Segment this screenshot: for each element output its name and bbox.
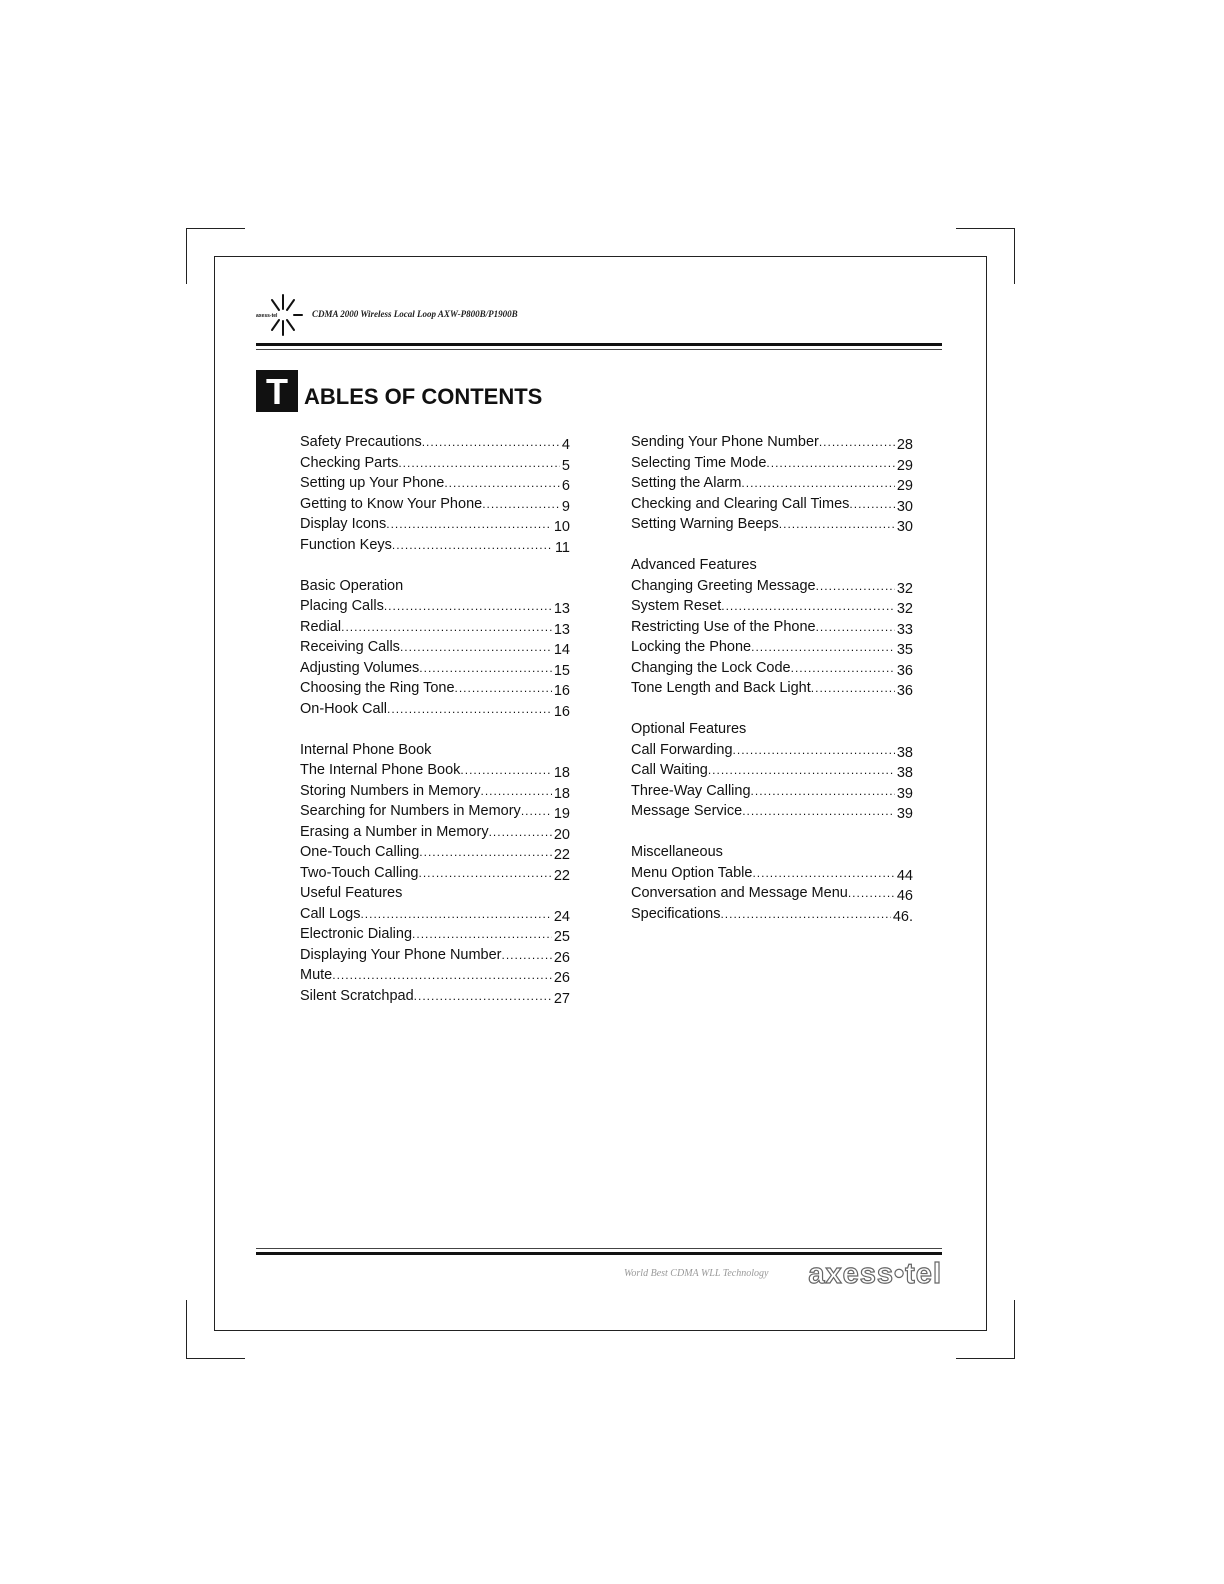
toc-gap <box>631 535 913 556</box>
toc-leader-dots <box>766 453 894 474</box>
sunburst-logo-icon <box>256 290 306 340</box>
toc-entry[interactable] <box>631 637 913 658</box>
title-rest: ABLES OF CONTENTS <box>304 384 543 409</box>
footer-rule-thin <box>256 1248 942 1249</box>
toc-entry-page: 22 <box>553 867 570 884</box>
toc-entry-page: 10 <box>553 519 570 535</box>
toc-entry-title: Locking the Phone <box>631 639 752 655</box>
toc-entry-title: Specifications <box>631 905 721 922</box>
toc-entry-title: Conversation and Message Menu <box>631 885 848 901</box>
toc-leader-dots <box>332 965 552 986</box>
toc-leader-dots <box>387 699 552 720</box>
toc-entry-page: 14 <box>553 642 570 658</box>
toc-entry-page: 13 <box>553 601 570 617</box>
toc-entry[interactable] <box>300 432 570 453</box>
toc-leader-dots <box>386 514 552 535</box>
toc-entry[interactable] <box>631 514 913 535</box>
toc-entry-title: Redial <box>300 618 342 635</box>
toc-entry-title: Menu Option Table <box>631 864 753 881</box>
toc-entry-page: 35 <box>896 642 913 658</box>
toc-entry-page: 26 <box>553 970 570 986</box>
toc-entry[interactable] <box>631 801 913 822</box>
toc-entry-title: On-Hook Call <box>300 700 388 717</box>
toc-entry-title: Display Icons <box>300 516 387 532</box>
toc-entry[interactable] <box>300 494 570 515</box>
toc-entry-title: Receiving Calls <box>300 639 400 655</box>
header-title: CDMA 2000 Wireless Local Loop AXW-P800B/P1900B <box>312 309 518 319</box>
toc-entry-page: 26 <box>553 949 570 966</box>
toc-leader-dots <box>400 637 552 658</box>
toc-entry-title: Sending Your Phone Number <box>631 434 819 450</box>
toc-entry-page: 33 <box>896 621 913 638</box>
toc-entry-title: Erasing a Number in Memory <box>300 823 489 840</box>
toc-entry-title: Two-Touch Calling <box>300 864 419 881</box>
toc-leader-dots <box>455 678 552 699</box>
toc-entry[interactable] <box>631 760 913 781</box>
toc-entry-page: 32 <box>896 601 913 617</box>
toc-entry-title: Changing the Lock Code <box>631 659 791 676</box>
toc-leader-dots <box>816 617 895 638</box>
toc-entry-title: Adjusting Volumes <box>300 659 420 676</box>
toc-entry[interactable] <box>300 822 570 843</box>
toc-entry-title: Selecting Time Mode <box>631 454 767 471</box>
toc-entry-page: 29 <box>896 478 913 494</box>
toc-leader-dots <box>502 945 552 966</box>
toc-entry[interactable] <box>631 596 913 617</box>
toc-entry-page: 25 <box>553 929 570 945</box>
toc-leader-dots <box>419 658 552 679</box>
toc-entry-title: Call Logs <box>300 905 361 922</box>
toc-entry-page: 18 <box>553 765 570 781</box>
toc-leader-dots <box>720 904 890 925</box>
toc-entry-page: 30 <box>896 519 913 535</box>
toc-entry[interactable] <box>300 699 570 720</box>
toc-section-heading: Useful Features <box>300 885 403 901</box>
toc-entry-title: Searching for Numbers in Memory <box>300 803 521 819</box>
toc-leader-dots <box>849 494 894 515</box>
toc-leader-dots <box>779 514 895 535</box>
toc-entry[interactable] <box>300 617 570 638</box>
toc-entry-title: Setting the Alarm <box>631 475 742 491</box>
toc-entry[interactable] <box>300 760 570 781</box>
toc-entry[interactable] <box>300 842 570 863</box>
toc-entry-page: 46. <box>892 908 913 925</box>
toc-entry[interactable] <box>631 576 913 597</box>
toc-entry[interactable] <box>631 904 913 925</box>
toc-entry-page: 27 <box>553 990 570 1007</box>
toc-entry[interactable] <box>300 986 570 1007</box>
toc-entry-title: Call Waiting <box>631 762 708 778</box>
toc-entry[interactable] <box>300 904 570 925</box>
toc-entry-title: Choosing the Ring Tone <box>300 680 455 696</box>
toc-entry[interactable] <box>631 473 913 494</box>
toc-leader-dots <box>460 760 551 781</box>
toc-leader-dots <box>742 801 895 822</box>
toc-entry-page: 18 <box>553 785 570 802</box>
toc-entry-page: 39 <box>896 806 913 822</box>
toc-entry[interactable] <box>300 473 570 494</box>
toc-leader-dots <box>422 432 560 453</box>
toc-entry[interactable] <box>631 617 913 638</box>
toc-entry-page: 6 <box>561 478 570 494</box>
toc-entry-page: 20 <box>553 826 570 843</box>
toc-entry-page: 36 <box>896 683 913 699</box>
toc-gap <box>300 555 570 576</box>
toc-entry-page: 13 <box>553 621 570 638</box>
toc-section-heading: Miscellaneous <box>631 844 723 860</box>
toc-entry-title: System Reset <box>631 598 722 614</box>
toc-entry-title: The Internal Phone Book <box>300 762 461 778</box>
logo-text: axess-tel <box>256 313 278 319</box>
toc-gap <box>631 699 913 720</box>
toc-section-heading: Advanced Features <box>631 557 757 573</box>
toc-entry-page: 11 <box>554 539 570 556</box>
toc-entry-title: Checking Parts <box>300 454 399 471</box>
toc-leader-dots <box>521 801 552 822</box>
toc-leader-dots <box>848 883 895 904</box>
toc-entry-title: Placing Calls <box>300 598 384 614</box>
toc-section-heading: Internal Phone Book <box>300 741 432 758</box>
toc-entry[interactable] <box>300 781 570 802</box>
toc-gap <box>631 822 913 843</box>
toc-leader-dots <box>751 637 895 658</box>
toc-entry[interactable] <box>300 863 570 884</box>
toc-entry[interactable] <box>300 596 570 617</box>
header-rule <box>256 343 942 346</box>
toc-leader-dots <box>419 842 552 863</box>
toc-entry-page: 5 <box>561 457 570 474</box>
toc-entry-page: 24 <box>553 908 570 925</box>
toc-leader-dots <box>360 904 551 925</box>
toc-entry-title: Getting to Know Your Phone <box>300 495 483 512</box>
toc-leader-dots <box>733 740 895 761</box>
toc-entry[interactable] <box>300 945 570 966</box>
toc-entry[interactable] <box>300 924 570 945</box>
toc-leader-dots <box>392 535 553 556</box>
toc-entry-title: Function Keys <box>300 536 392 553</box>
toc-entry-title: Silent Scratchpad <box>300 987 414 1004</box>
toc-entry-page: 29 <box>896 457 913 474</box>
footer-tagline: World Best CDMA WLL Technology <box>624 1268 769 1279</box>
footer-rule <box>256 1252 942 1255</box>
toc-entry-title: Checking and Clearing Call Times <box>631 495 850 512</box>
toc-section-heading: Optional Features <box>631 721 747 737</box>
toc-entry[interactable] <box>300 637 570 658</box>
toc-entry[interactable] <box>631 740 913 761</box>
toc-entry[interactable] <box>631 494 913 515</box>
toc-entry[interactable] <box>300 453 570 474</box>
toc-right-column <box>631 432 913 924</box>
toc-entry[interactable] <box>631 781 913 802</box>
toc-entry-page: 36 <box>896 662 913 679</box>
toc-entry-title: One-Touch Calling <box>300 844 420 860</box>
toc-entry[interactable] <box>300 965 570 986</box>
toc-leader-dots <box>811 678 895 699</box>
toc-entry-title: Three-Way Calling <box>631 782 751 799</box>
toc-entry-title: Electronic Dialing <box>300 926 413 942</box>
toc-leader-dots <box>489 822 552 843</box>
toc-entry-title: Message Service <box>631 803 743 819</box>
toc-entry-page: 15 <box>553 662 570 679</box>
footer-logo: axess•tel <box>808 1258 942 1290</box>
toc-entry-page: 39 <box>896 785 913 802</box>
toc-leader-dots <box>341 617 552 638</box>
toc-entry-page: 46 <box>896 888 913 904</box>
toc-entry-page: 9 <box>561 498 570 515</box>
toc-entry-title: Safety Precautions <box>300 434 422 450</box>
toc-leader-dots <box>741 473 894 494</box>
toc-entry-page: 28 <box>896 437 913 453</box>
toc-leader-dots <box>398 453 560 474</box>
toc-entry-page: 16 <box>553 703 570 720</box>
toc-leader-dots <box>482 494 560 515</box>
toc-entry-page: 22 <box>553 847 570 863</box>
toc-entry[interactable] <box>631 678 913 699</box>
toc-section-heading: Basic Operation <box>300 577 404 594</box>
toc-entry-page: 38 <box>896 744 913 761</box>
toc-entry[interactable] <box>300 514 570 535</box>
toc-entry-page: 16 <box>553 683 570 699</box>
footer-brand <box>624 1258 942 1288</box>
toc-leader-dots <box>751 781 895 802</box>
toc-entry-page: 19 <box>553 806 570 822</box>
title-initial: T <box>256 370 298 412</box>
toc-entry-title: Setting Warning Beeps <box>631 516 779 532</box>
toc-entry-title: Setting up Your Phone <box>300 475 445 491</box>
toc-entry[interactable] <box>300 535 570 556</box>
toc-leader-dots <box>481 781 552 802</box>
toc-left-column <box>300 432 570 1006</box>
toc-leader-dots <box>414 986 552 1007</box>
toc-leader-dots <box>752 863 894 884</box>
page-header <box>256 290 946 340</box>
toc-entry[interactable] <box>631 453 913 474</box>
toc-entry-title: Mute <box>300 967 333 983</box>
toc-entry[interactable] <box>631 883 913 904</box>
toc-entry[interactable] <box>631 432 913 453</box>
toc-entry[interactable] <box>300 658 570 679</box>
toc-leader-dots <box>791 658 895 679</box>
header-rule-thin <box>256 349 942 350</box>
toc-entry-title: Call Forwarding <box>631 741 733 758</box>
toc-leader-dots <box>816 576 895 597</box>
toc-entry[interactable] <box>631 658 913 679</box>
toc-entry-title: Restricting Use of the Phone <box>631 618 816 635</box>
toc-leader-dots <box>418 863 551 884</box>
toc-leader-dots <box>444 473 560 494</box>
toc-leader-dots <box>384 596 552 617</box>
toc-entry-title: Changing Greeting Message <box>631 577 816 594</box>
toc-entry-title: Tone Length and Back Light <box>631 680 811 696</box>
toc-leader-dots <box>412 924 552 945</box>
toc-gap <box>300 719 570 740</box>
toc-entry[interactable] <box>300 678 570 699</box>
toc-entry-title: Storing Numbers in Memory <box>300 782 481 799</box>
toc-entry-title: Displaying Your Phone Number <box>300 946 502 963</box>
toc-leader-dots <box>819 432 895 453</box>
toc-leader-dots <box>721 596 895 617</box>
toc-entry-page: 4 <box>561 437 570 453</box>
toc-entry-page: 32 <box>896 580 913 597</box>
toc-entry-page: 30 <box>896 498 913 515</box>
toc-entry-page: 38 <box>896 765 913 781</box>
toc-entry[interactable] <box>300 801 570 822</box>
toc-entry-page: 44 <box>896 867 913 884</box>
toc-entry[interactable] <box>631 863 913 884</box>
toc-leader-dots <box>708 760 895 781</box>
